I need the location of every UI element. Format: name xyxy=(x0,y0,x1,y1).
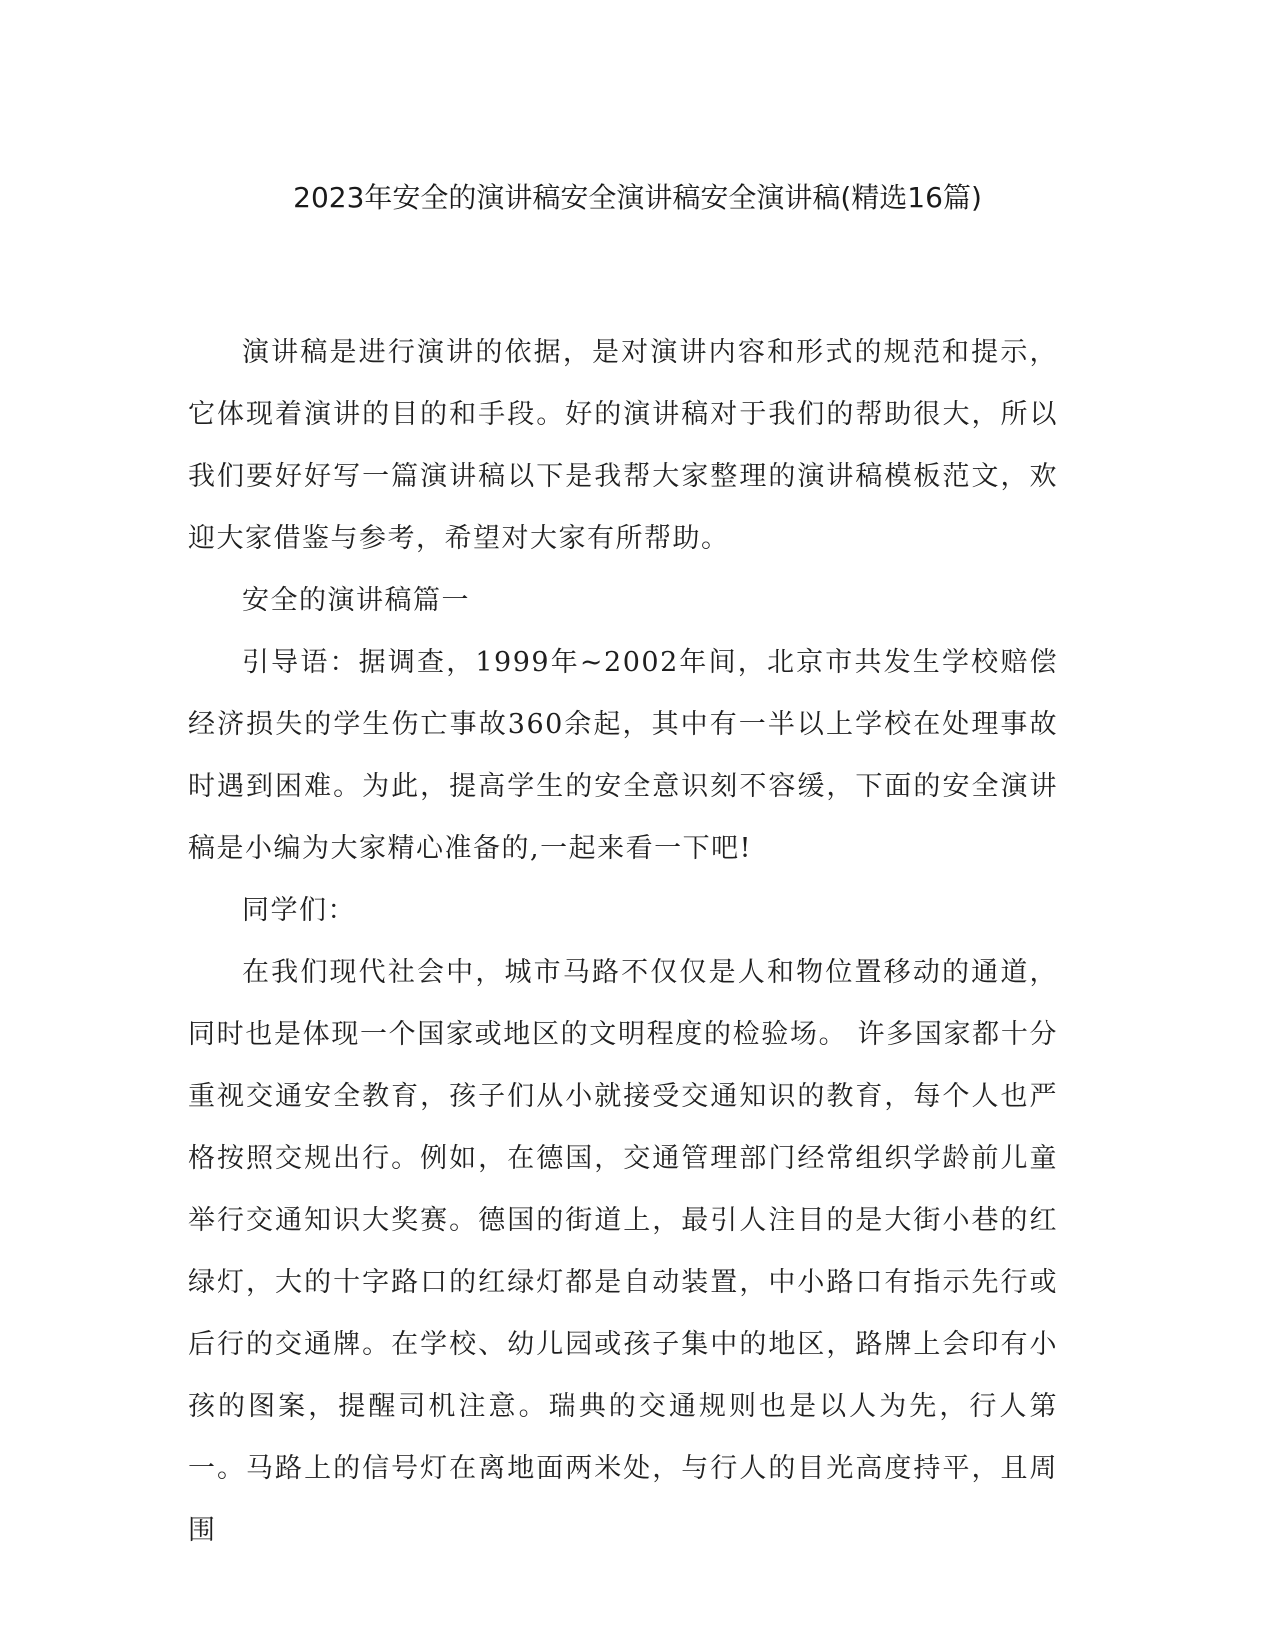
paragraph-intro: 演讲稿是进行演讲的依据，是对演讲内容和形式的规范和提示，它体现着演讲的目的和手段。好的演讲稿对于我们的帮助很大，所以我们要好好写一篇演讲稿以下是我帮大家整理的演讲稿模板范文，欢迎大家借鉴与参考，希望对大家有所帮助。 xyxy=(188,337,1058,554)
section-heading: 安全的演讲稿篇一 xyxy=(242,585,470,616)
document-title: 2023年安全的演讲稿安全演讲稿安全演讲稿(精选16篇) xyxy=(293,181,982,214)
document-body xyxy=(188,322,1058,1562)
paragraph-lead: 引导语：据调查，1999年~2002年间，北京市共发生学校赔偿经济损失的学生伤亡事故360余起，其中有一半以上学校在处理事故时遇到困难。为此，提高学生的安全意识刻不容缓，下面的安全演讲稿是小编为大家精心准备的,一起来看一下吧! xyxy=(188,647,1058,864)
paragraph-salutation: 同学们： xyxy=(242,895,356,926)
paragraph-main: 在我们现代社会中，城市马路不仅仅是人和物位置移动的通道，同时也是体现一个国家或地区的文明程度的检验场。 许多国家都十分重视交通安全教育，孩子们从小就接受交通知识的教育，每个人也严格按照交规出行。例如，在德国，交通管理部门经常组织学龄前儿童举行交通知识大奖赛。德国的街道上，最引人注目的是大街小巷的红绿灯，大的十字路口的红绿灯都是自动装置，中小路口有指示先行或后行的交通牌。在学校、幼儿园或孩子集中的地区，路牌上会印有小孩的图案，提醒司机注意。瑞典的交通规则也是以人为先，行人第一。马路上的信号灯在离地面两米处，与行人的目光高度持平，且周围 xyxy=(188,957,1058,1546)
